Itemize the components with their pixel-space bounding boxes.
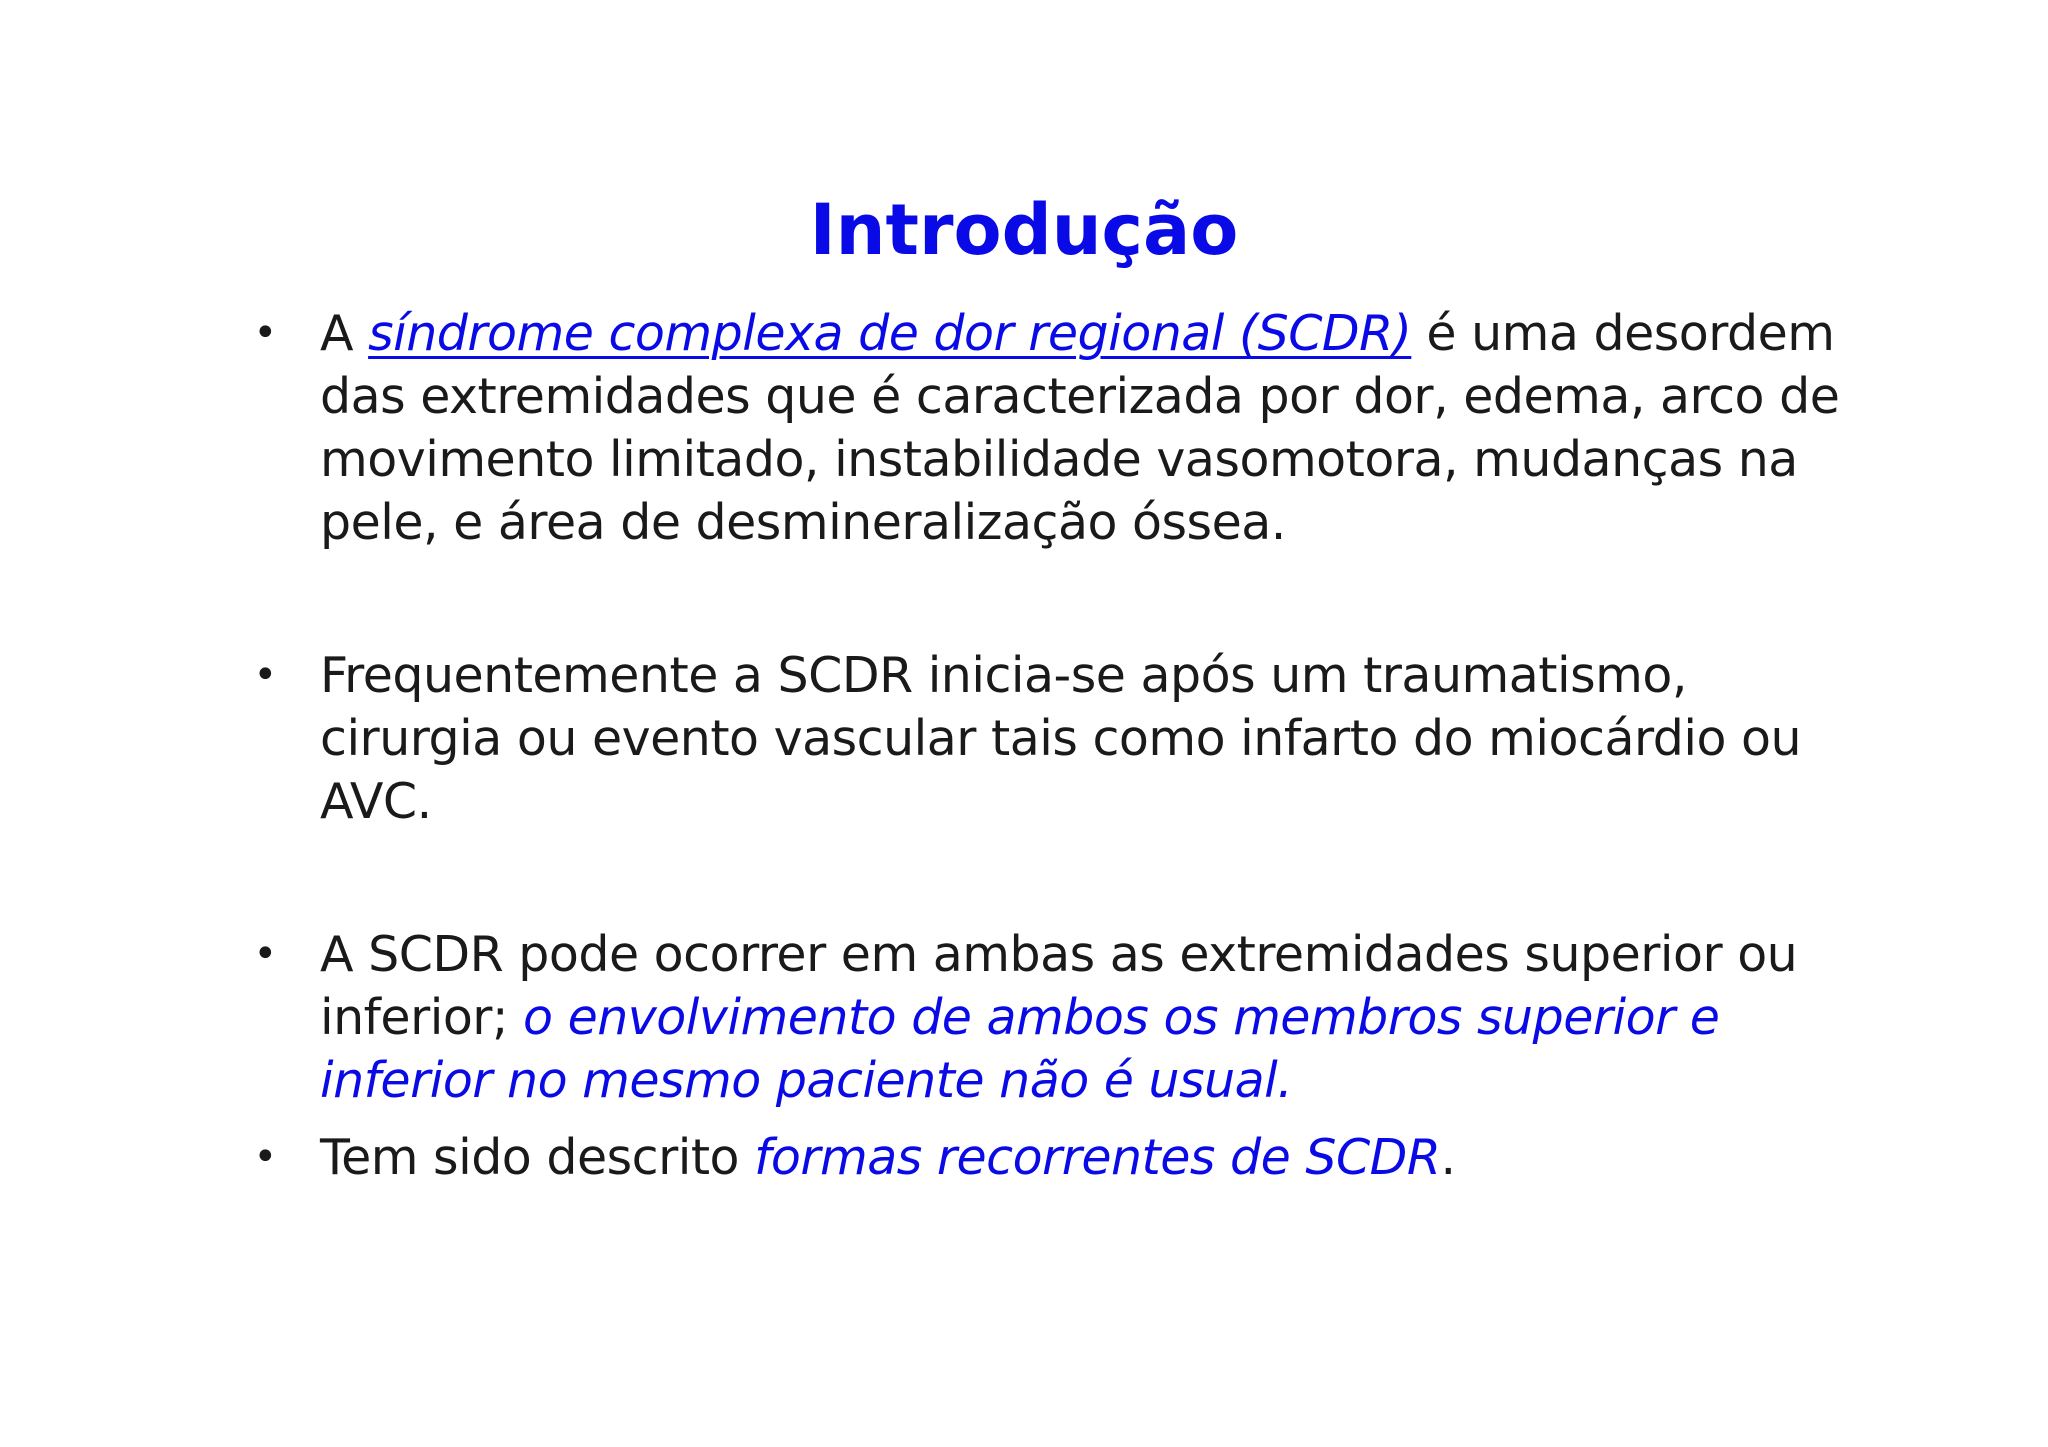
- bullet-text-suffix: é uma desordem das extremidades que é caracterizada por dor, edema, arco de movimento limitado, instabilidade vasomotora, mudanças na pele, e área de desmineralização óssea.: [320, 305, 1840, 551]
- bullet-item: [250, 1126, 1860, 1189]
- bullet-text-prefix: Tem sido descrito: [320, 1129, 755, 1186]
- bullet-icon: •: [253, 1134, 277, 1180]
- bullet-text-suffix: .: [1440, 1129, 1456, 1186]
- bullet-icon: •: [253, 652, 277, 698]
- bullet-item: [250, 923, 1860, 1112]
- bullet-item: [250, 644, 1860, 833]
- scdr-link[interactable]: síndrome complexa de dor regional (SCDR): [368, 305, 1412, 362]
- bullet-icon: •: [253, 310, 277, 356]
- bullet-text: Frequentemente a SCDR inicia-se após um traumatismo, cirurgia ou evento vascular tais como infarto do miocárdio ou AVC.: [320, 647, 1802, 830]
- bullet-emphasis: formas recorrentes de SCDR: [754, 1129, 1441, 1186]
- bullet-list: [250, 302, 1860, 1189]
- bullet-text-prefix: A: [320, 305, 369, 362]
- bullet-item: [250, 302, 1860, 554]
- bullet-emphasis: o envolvimento de ambos os membros superior e inferior no mesmo paciente não é usual.: [320, 989, 1720, 1109]
- bullet-icon: •: [253, 931, 277, 977]
- slide-title: Introdução: [809, 189, 1239, 271]
- bullet-text-prefix: A SCDR pode ocorrer em ambas as extremidades superior ou inferior;: [320, 926, 1798, 1046]
